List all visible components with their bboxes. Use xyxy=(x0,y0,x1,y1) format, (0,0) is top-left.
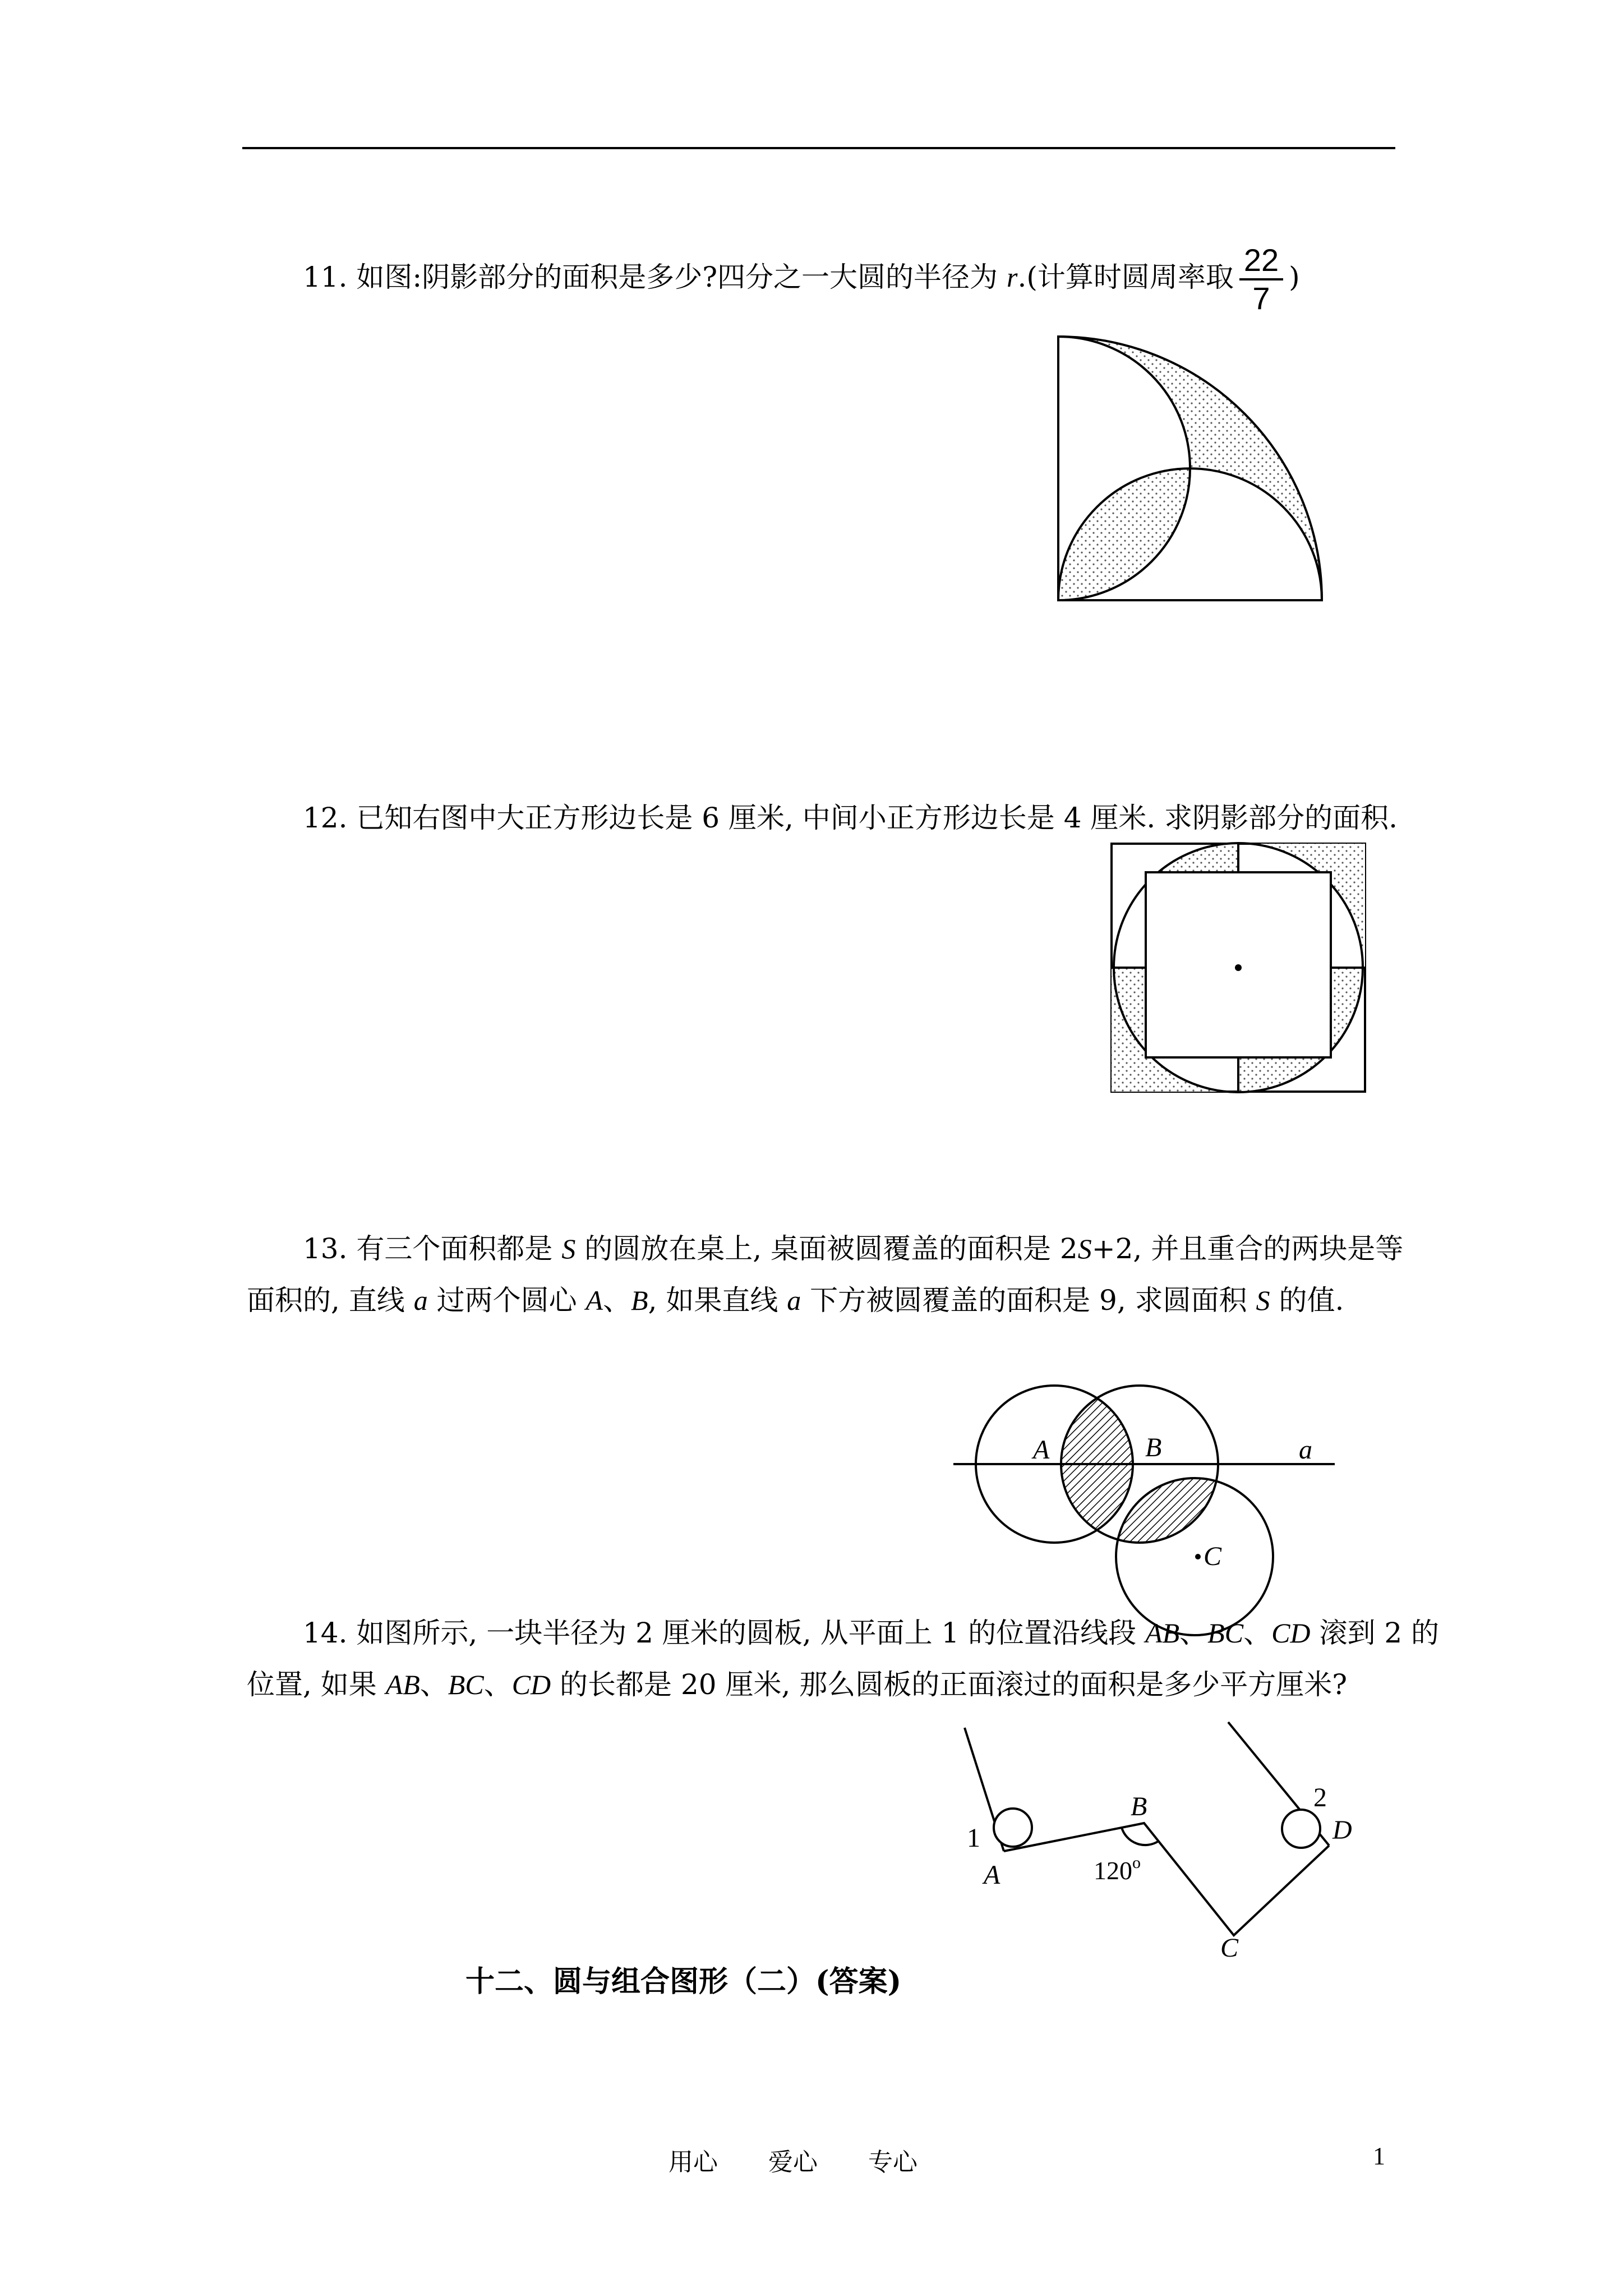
q14-label-2: 2 xyxy=(1313,1783,1327,1812)
q12-figure xyxy=(1109,841,1367,1094)
footer-text-3: 专心 xyxy=(868,2148,917,2177)
q13-label-b-point: B xyxy=(1145,1433,1162,1462)
q14-label-b: B xyxy=(1131,1792,1147,1821)
q14-label-angle: 120$^o$ xyxy=(1094,1853,1141,1885)
q11-figure xyxy=(1049,331,1340,606)
q13-label-a-point: A xyxy=(1033,1435,1050,1465)
q12-text: 12. 已知右图中大正方形边长是 6 厘米, 中间小正方形边长是 4 厘米. 求阴影部分的面积. xyxy=(303,802,1398,834)
q13-text-line1: 13. 有三个面积都是 S 的圆放在桌上, 桌面被圆覆盖的面积是 2S+2, 并且重合的两块是等 xyxy=(303,1232,1404,1265)
footer-text-1: 用心 xyxy=(668,2148,718,2177)
q14-label-c: C xyxy=(1220,1933,1239,1958)
header-rule xyxy=(242,147,1395,149)
q13-text-line2: 面积的, 直线 a 过两个圆心 A、B, 如果直线 a 下方被圆覆盖的面积是 9, 求圆面积 S 的值. xyxy=(247,1284,1344,1317)
q14-label-d: D xyxy=(1332,1815,1352,1845)
q11-lens-shade xyxy=(1058,468,1190,600)
q14-disc-1 xyxy=(994,1809,1032,1847)
footer-text-2: 爱心 xyxy=(768,2148,818,2177)
q14-angle-arc xyxy=(1122,1828,1159,1845)
q12-seg-right xyxy=(1328,968,1365,1052)
q13-center-c xyxy=(1195,1554,1201,1559)
section-heading: 十二、圆与组合图形（二）(答案) xyxy=(465,1964,902,1999)
q13-label-c-point: C xyxy=(1204,1542,1222,1571)
q14-figure xyxy=(942,1717,1391,1958)
q11-text: 11. 如图:阴影部分的面积是多少?四分之一大圆的半径为 r.(计算时圆周率取 $\frac{22}{7}$ ) xyxy=(303,242,1300,316)
fraction-22-7: $\frac{22}{7}$ xyxy=(1239,242,1283,316)
q13-label-line-a: a xyxy=(1299,1435,1312,1465)
q14-label-a: A xyxy=(984,1860,1000,1890)
q12-center-dot xyxy=(1235,964,1242,971)
q14-text-line2: 位置, 如果 AB、BC、CD 的长都是 20 厘米, 那么圆板的正面滚过的面积是多少平方厘米? xyxy=(247,1668,1348,1701)
q14-label-1: 1 xyxy=(967,1823,980,1853)
q14-path-abcd xyxy=(1004,1823,1329,1935)
page-number: 1 xyxy=(1373,2142,1385,2170)
q14-disc-2 xyxy=(1282,1810,1320,1848)
q14-text-line1: 14. 如图所示, 一块半径为 2 厘米的圆板, 从平面上 1 的位置沿线段 AB、BC、CD 滚到 2 的 xyxy=(303,1617,1440,1649)
